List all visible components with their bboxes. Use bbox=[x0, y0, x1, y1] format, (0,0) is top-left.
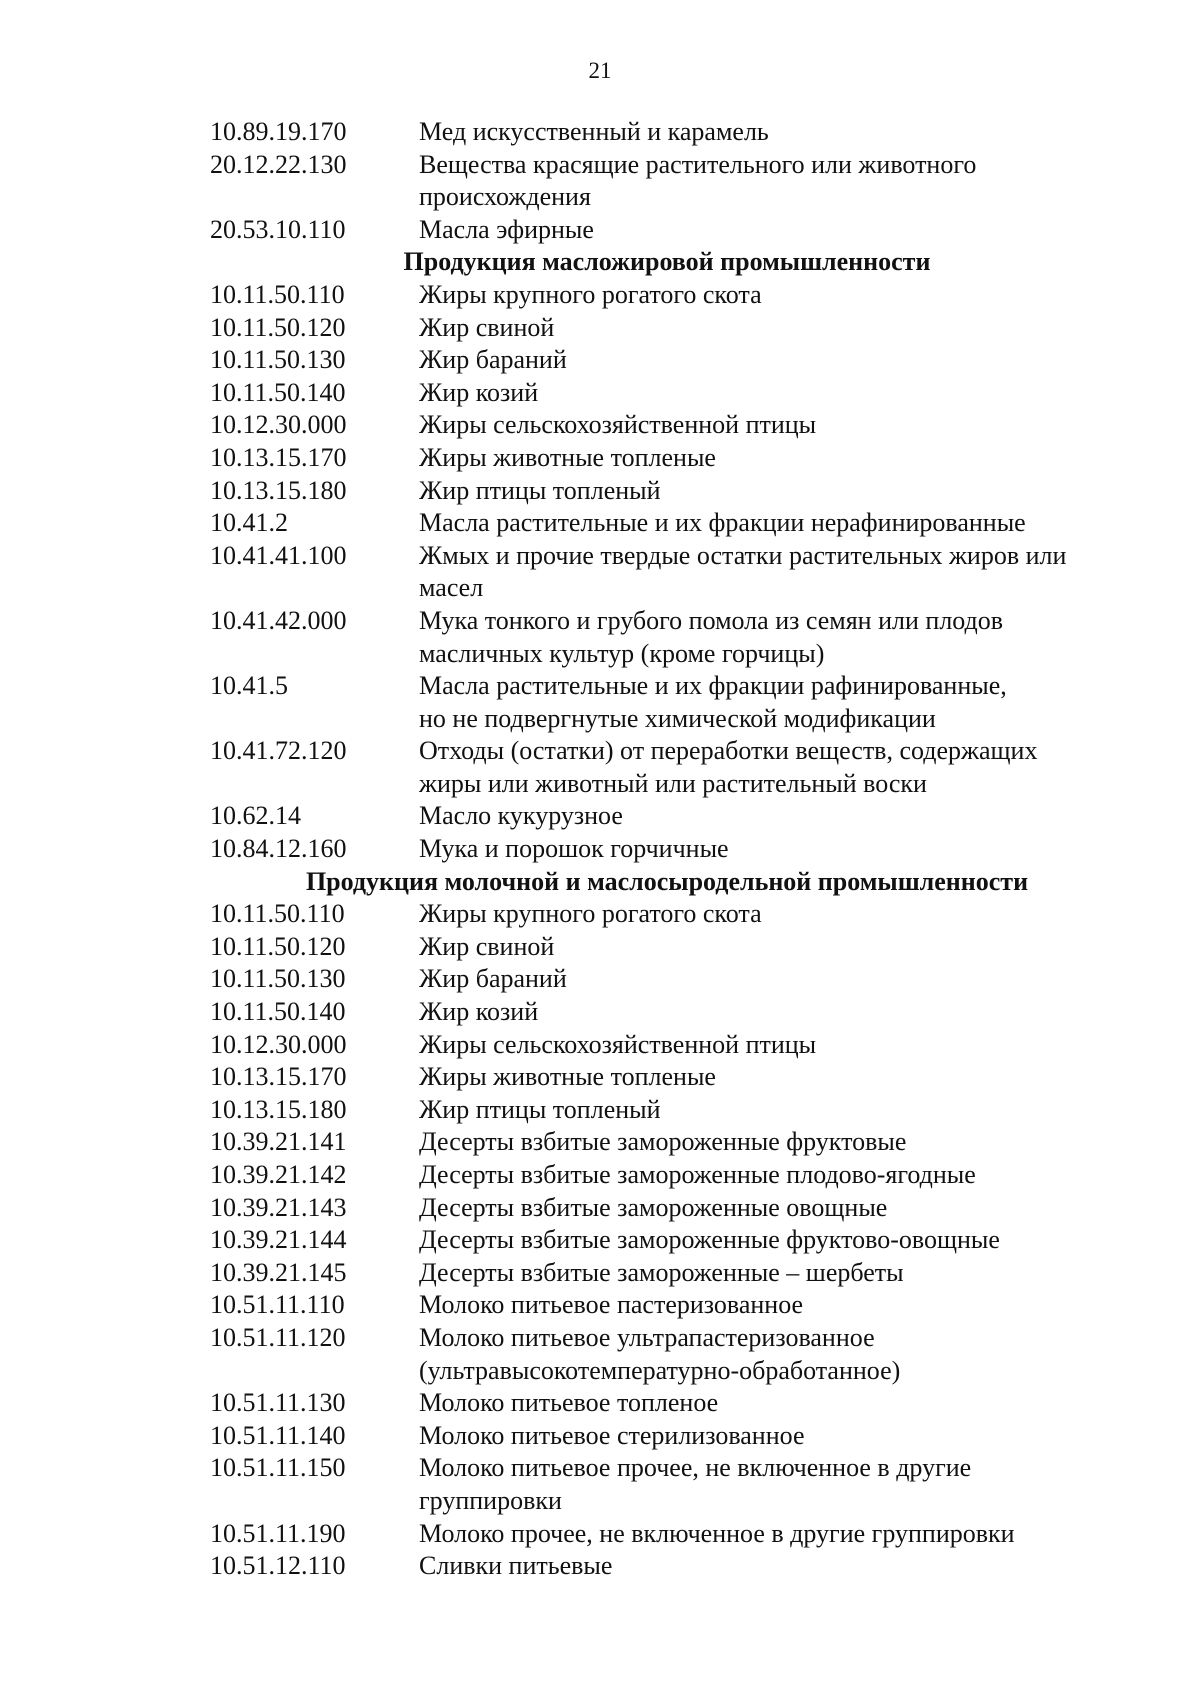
list-item bbox=[210, 1420, 1145, 1453]
product-code: 10.51.11.150 bbox=[210, 1453, 346, 1483]
product-name-line: Жир свиной bbox=[419, 931, 555, 961]
list-item bbox=[210, 312, 1145, 345]
product-name bbox=[419, 377, 1145, 410]
list-item bbox=[210, 1518, 1145, 1551]
list-item bbox=[210, 963, 1145, 996]
list-item bbox=[210, 1452, 1145, 1517]
list-item bbox=[210, 1322, 1145, 1387]
product-code: 10.89.19.170 bbox=[210, 117, 347, 146]
list-item bbox=[210, 475, 1145, 508]
list-item bbox=[210, 442, 1145, 475]
product-code: 10.11.50.140 bbox=[210, 377, 346, 407]
product-name-line: Десерты взбитые замороженные фруктово-овощные bbox=[419, 1225, 1000, 1255]
product-name-line: Жиры животные топленые bbox=[419, 1062, 716, 1092]
product-name-line: группировки bbox=[419, 1485, 562, 1515]
product-code: 10.11.50.110 bbox=[210, 899, 345, 929]
product-code: 10.51.11.140 bbox=[210, 1420, 346, 1450]
product-name-line: Десерты взбитые замороженные плодово-ягодные bbox=[419, 1160, 976, 1189]
list-item bbox=[210, 1094, 1145, 1127]
product-name bbox=[419, 931, 1145, 964]
product-name bbox=[419, 1322, 1145, 1387]
product-name bbox=[419, 507, 1145, 540]
product-name-line: Жиры сельскохозяйственной птицы bbox=[419, 1029, 817, 1059]
product-name bbox=[419, 1518, 1145, 1551]
list-item bbox=[210, 1550, 1145, 1583]
product-name bbox=[419, 1420, 1145, 1453]
product-code: 10.41.2 bbox=[210, 508, 288, 538]
product-name bbox=[419, 214, 1145, 247]
product-name bbox=[419, 1387, 1145, 1420]
product-name-line: Масла растительные и их фракции рафинированные, bbox=[419, 671, 1007, 701]
list-item bbox=[210, 344, 1145, 377]
product-name bbox=[419, 1257, 1145, 1290]
product-code: 10.39.21.141 bbox=[210, 1127, 347, 1157]
product-code: 10.13.15.170 bbox=[210, 1062, 347, 1092]
product-name-line: Мука и порошок горчичные bbox=[419, 834, 729, 864]
product-name-line: Жиры крупного рогатого скота bbox=[419, 279, 762, 309]
product-code: 10.51.11.130 bbox=[210, 1388, 346, 1418]
product-name-line: Жир птицы топленый bbox=[419, 1094, 661, 1124]
list-item bbox=[210, 377, 1145, 410]
product-name bbox=[419, 442, 1145, 475]
product-code: 10.51.11.190 bbox=[210, 1518, 346, 1548]
product-name-line: Вещества красящие растительного или животного bbox=[419, 149, 977, 179]
product-name bbox=[419, 312, 1145, 345]
product-name-line: Отходы (остатки) от переработки веществ, содержащих bbox=[419, 736, 1038, 766]
product-name-line: Молоко питьевое прочее, не включенное в другие bbox=[419, 1453, 972, 1483]
product-name bbox=[419, 833, 1145, 866]
product-name bbox=[419, 1192, 1145, 1225]
list-item bbox=[210, 1192, 1145, 1225]
product-name bbox=[419, 1029, 1145, 1062]
product-code: 10.13.15.170 bbox=[210, 442, 347, 472]
product-name-line: Мед искусственный и карамель bbox=[419, 117, 769, 146]
product-code: 10.11.50.120 bbox=[210, 312, 346, 342]
product-name bbox=[419, 279, 1145, 312]
product-code: 10.62.14 bbox=[210, 801, 301, 831]
product-code: 10.39.21.144 bbox=[210, 1225, 347, 1255]
product-name-line: Жир бараний bbox=[419, 345, 567, 375]
product-name bbox=[419, 1061, 1145, 1094]
product-code: 10.84.12.160 bbox=[210, 834, 347, 864]
list-item bbox=[210, 996, 1145, 1029]
list-item bbox=[210, 507, 1145, 540]
section-heading: Продукция молочной и маслосыродельной промышленности bbox=[305, 866, 1029, 896]
product-name-line: Масла растительные и их фракции нерафинированные bbox=[419, 508, 1026, 538]
list-item bbox=[210, 800, 1145, 833]
product-code: 10.51.11.110 bbox=[210, 1290, 345, 1320]
product-name-line: Масла эфирные bbox=[419, 214, 594, 244]
list-item bbox=[210, 279, 1145, 312]
list-item bbox=[210, 540, 1145, 605]
product-name-line: Сливки питьевые bbox=[419, 1551, 613, 1581]
product-name bbox=[419, 1126, 1145, 1159]
product-code-list bbox=[210, 116, 1145, 1583]
product-name bbox=[419, 409, 1145, 442]
product-name-line: масел bbox=[419, 573, 484, 603]
list-item bbox=[210, 214, 1145, 247]
list-item bbox=[210, 116, 1145, 149]
product-code: 10.41.42.000 bbox=[210, 605, 347, 635]
product-name-line: Жир птицы топленый bbox=[419, 475, 661, 505]
product-name-line: Молоко питьевое стерилизованное bbox=[419, 1420, 805, 1450]
product-code: 10.41.41.100 bbox=[210, 540, 347, 570]
product-name-line: Молоко прочее, не включенное в другие группировки bbox=[419, 1518, 1015, 1548]
list-item bbox=[210, 1224, 1145, 1257]
product-name-line: но не подвергнутые химической модификации bbox=[419, 703, 936, 733]
product-code: 10.13.15.180 bbox=[210, 1094, 347, 1124]
product-name-line: масличных культур (кроме горчицы) bbox=[419, 638, 825, 668]
product-name bbox=[419, 149, 1145, 214]
product-name bbox=[419, 898, 1145, 931]
product-code: 10.11.50.120 bbox=[210, 931, 346, 961]
product-name bbox=[419, 800, 1145, 833]
product-name bbox=[419, 963, 1145, 996]
product-code: 10.39.21.142 bbox=[210, 1160, 347, 1189]
product-name bbox=[419, 605, 1145, 670]
product-name-line: Жир бараний bbox=[419, 964, 567, 994]
list-item bbox=[210, 409, 1145, 442]
product-code: 10.51.11.120 bbox=[210, 1322, 346, 1352]
product-name-line: Десерты взбитые замороженные овощные bbox=[419, 1192, 888, 1222]
product-name-line: Десерты взбитые замороженные – шербеты bbox=[419, 1257, 904, 1287]
list-item bbox=[210, 1257, 1145, 1290]
list-item bbox=[210, 735, 1145, 800]
list-item bbox=[210, 1159, 1145, 1192]
product-name-line: Жир свиной bbox=[419, 312, 555, 342]
list-item bbox=[210, 1387, 1145, 1420]
product-code: 10.12.30.000 bbox=[210, 1029, 347, 1059]
list-item bbox=[210, 1126, 1145, 1159]
product-code: 10.13.15.180 bbox=[210, 475, 347, 505]
product-name bbox=[419, 1094, 1145, 1127]
product-code: 20.12.22.130 bbox=[210, 149, 347, 179]
product-name bbox=[419, 735, 1145, 800]
product-name-line: Жир козий bbox=[419, 377, 539, 407]
product-name-line: Молоко питьевое пастеризованное bbox=[419, 1290, 804, 1320]
product-name bbox=[419, 540, 1145, 605]
product-name-line: Жиры крупного рогатого скота bbox=[419, 899, 762, 929]
product-name-line: происхождения bbox=[419, 182, 591, 212]
page-number: 21 bbox=[588, 58, 612, 83]
product-name-line: Жиры животные топленые bbox=[419, 442, 716, 472]
product-code: 10.11.50.140 bbox=[210, 997, 346, 1027]
product-code: 10.11.50.130 bbox=[210, 345, 346, 375]
product-code: 10.11.50.110 bbox=[210, 279, 345, 309]
list-item bbox=[210, 149, 1145, 214]
list-item bbox=[210, 833, 1145, 866]
list-item bbox=[210, 1061, 1145, 1094]
product-code: 10.12.30.000 bbox=[210, 410, 347, 440]
product-name bbox=[419, 1289, 1145, 1322]
product-name-line: Молоко питьевое ультрапастеризованное bbox=[419, 1322, 875, 1352]
list-item bbox=[210, 670, 1145, 735]
list-item bbox=[210, 605, 1145, 670]
product-name-line: Десерты взбитые замороженные фруктовые bbox=[419, 1127, 907, 1157]
product-code: 10.41.72.120 bbox=[210, 736, 347, 766]
product-name-line: Жиры сельскохозяйственной птицы bbox=[419, 410, 817, 440]
product-code: 10.51.12.110 bbox=[210, 1551, 346, 1581]
product-name-line: (ультравысокотемпературно-обработанное) bbox=[419, 1355, 901, 1385]
product-code: 10.41.5 bbox=[210, 671, 288, 701]
product-name bbox=[419, 344, 1145, 377]
product-code: 10.39.21.143 bbox=[210, 1192, 347, 1222]
product-name bbox=[419, 670, 1145, 735]
product-name-line: Мука тонкого и грубого помола из семян или плодов bbox=[419, 605, 1004, 635]
list-item bbox=[210, 898, 1145, 931]
product-name-line: Жир козий bbox=[419, 997, 539, 1027]
list-item bbox=[210, 931, 1145, 964]
product-name bbox=[419, 1159, 1145, 1192]
product-code: 10.39.21.145 bbox=[210, 1257, 347, 1287]
product-name-line: жиры или животный или растительный воски bbox=[419, 768, 927, 798]
product-name bbox=[419, 1452, 1145, 1517]
product-code: 20.53.10.110 bbox=[210, 214, 346, 244]
product-name bbox=[419, 475, 1145, 508]
product-name bbox=[419, 996, 1145, 1029]
product-name-line: Молоко питьевое топленое bbox=[419, 1388, 719, 1418]
product-name bbox=[419, 116, 1145, 149]
product-code: 10.11.50.130 bbox=[210, 964, 346, 994]
product-name bbox=[419, 1550, 1145, 1583]
list-item bbox=[210, 1289, 1145, 1322]
product-name bbox=[419, 1224, 1145, 1257]
product-name-line: Масло кукурузное bbox=[419, 801, 623, 831]
product-name-line: Жмых и прочие твердые остатки растительных жиров или bbox=[419, 540, 1067, 570]
list-item bbox=[210, 1029, 1145, 1062]
section-heading: Продукция масложировой промышленности bbox=[403, 247, 931, 277]
